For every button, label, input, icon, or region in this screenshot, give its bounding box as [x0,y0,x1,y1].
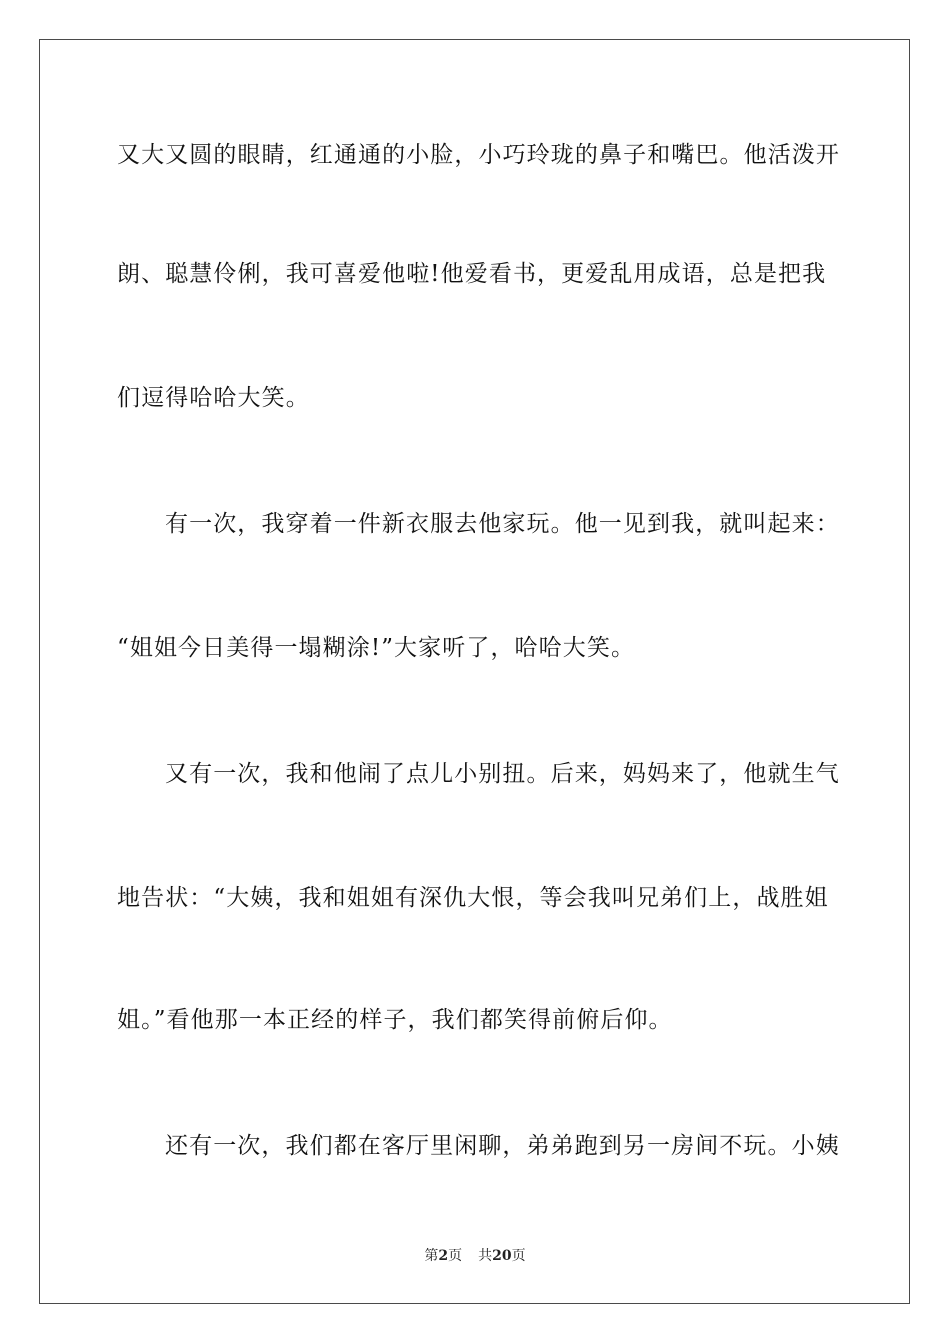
text-line-3: 们逗得哈哈大笑。 [117,385,310,411]
text-line-8: 姐。”看他那一本正经的样子，我们都笑得前俯后仰。 [117,1007,673,1033]
page-footer [0,1246,950,1266]
text-line-6: 又有一次，我和他闹了点儿小别扭。后来，妈妈来了，他就生气 [165,761,840,787]
text-line-2: 朗、聪慧伶俐，我可喜爱他啦!他爱看书，更爱乱用成语，总是把我 [117,261,827,287]
page-number: 2 [438,1248,449,1264]
total-prefix: 共 [478,1248,493,1264]
total-pages: 20 [492,1248,512,1264]
page-border [39,39,910,1304]
text-line-5: “姐姐今日美得一塌糊涂!”大家听了，哈哈大笑。 [117,635,636,661]
total-suffix: 页 [511,1248,526,1264]
page-prefix: 第 [424,1248,439,1264]
text-line-9: 还有一次，我们都在客厅里闲聊，弟弟跑到另一房间不玩。小姨 [165,1133,840,1159]
text-line-1: 又大又圆的眼睛，红通通的小脸，小巧玲珑的鼻子和嘴巴。他活泼开 [117,142,840,168]
text-line-4: 有一次，我穿着一件新衣服去他家玩。他一见到我，就叫起来： [165,511,840,537]
page-suffix: 页 [448,1248,463,1264]
text-line-7: 地告状：“大姨，我和姐姐有深仇大恨，等会我叫兄弟们上，战胜姐 [117,885,829,911]
